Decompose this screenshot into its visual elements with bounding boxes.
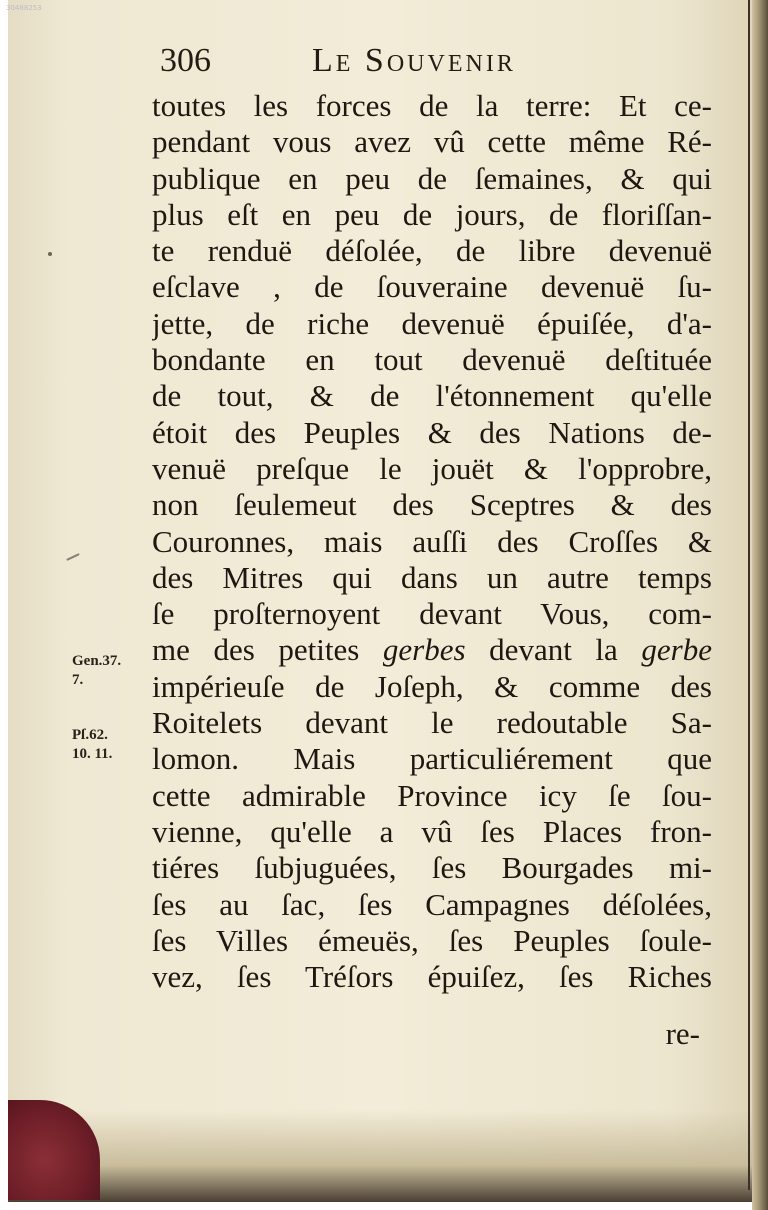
text-line: non ſeulemeut des Sceptres & des [152, 487, 712, 523]
text-line: jette, de riche devenuë épuiſée, d'a- [152, 305, 712, 341]
margin-note-psalms [72, 726, 148, 764]
line-part: me des petites [152, 632, 383, 668]
italic-word: gerbes [382, 632, 466, 668]
text-line: venuë preſque le jouët & l'opprobre, [152, 450, 712, 486]
running-header [160, 42, 720, 86]
text-line: cette admirable Province icy ſe ſou- [152, 777, 712, 813]
text-line: publique en peu de ſemaines, & qui [152, 160, 712, 196]
text-line: pendant vous avez vû cette même Ré- [152, 124, 712, 160]
ink-speck [48, 252, 52, 256]
italic-word: gerbe [641, 632, 712, 668]
text-line: te renduë déſolée, de libre devenuë [152, 233, 712, 269]
text-line: ſes au ſac, ſes Campagnes déſolées, [152, 886, 712, 922]
margin-note-line: 7. [72, 672, 84, 688]
text-line: tiéres ſubjuguées, ſes Bourgades mi- [152, 850, 712, 886]
text-line: étoit des Peuples & des Nations de- [152, 414, 712, 450]
running-title: Le Souvenir [312, 42, 516, 79]
text-line: ſe proſternoyent devant Vous, com- [152, 596, 712, 632]
text-line: lomon. Mais particuliérement que [152, 741, 712, 777]
scan-identifier: 30488253 [6, 4, 42, 12]
line-part: devant la [465, 632, 642, 668]
margin-note-genesis [72, 652, 148, 690]
text-line: vez, ſes Tréſors épuiſez, ſes Riches [152, 959, 712, 995]
page-bottom-shadow [8, 1110, 760, 1202]
text-line: bondante en tout devenuë deſtituée [152, 342, 712, 378]
margin-note-line: Gen.37. [72, 653, 122, 669]
text-line: vienne, qu'elle a vû ſes Places fron- [152, 813, 712, 849]
text-line: eſclave , de ſouveraine devenuë ſu- [152, 269, 712, 305]
text-line: Couronnes, mais auſſi des Croſſes & [152, 523, 712, 559]
page-number: 306 [160, 42, 211, 79]
text-line: Roitelets devant le redoutable Sa- [152, 705, 712, 741]
body-text [152, 88, 712, 995]
book-binding [752, 0, 768, 1210]
text-line: toutes les forces de la terre: Et ce- [152, 88, 712, 123]
text-line-with-italics [152, 632, 712, 668]
margin-note-line: 10. 11. [72, 746, 113, 762]
text-line: impérieuſe de Joſeph, & comme des [152, 668, 712, 704]
margin-note-line: Pſ.62. [72, 727, 108, 743]
binding-edge [748, 0, 750, 1190]
text-line: plus eſt en peu de jours, de floriſſan- [152, 196, 712, 232]
catchword: re- [665, 1016, 700, 1051]
text-line: ſes Villes émeuës, ſes Peuples ſoule- [152, 922, 712, 958]
text-line: des Mitres qui dans un autre temps [152, 559, 712, 595]
text-line: de tout, & de l'étonnement qu'elle [152, 378, 712, 414]
